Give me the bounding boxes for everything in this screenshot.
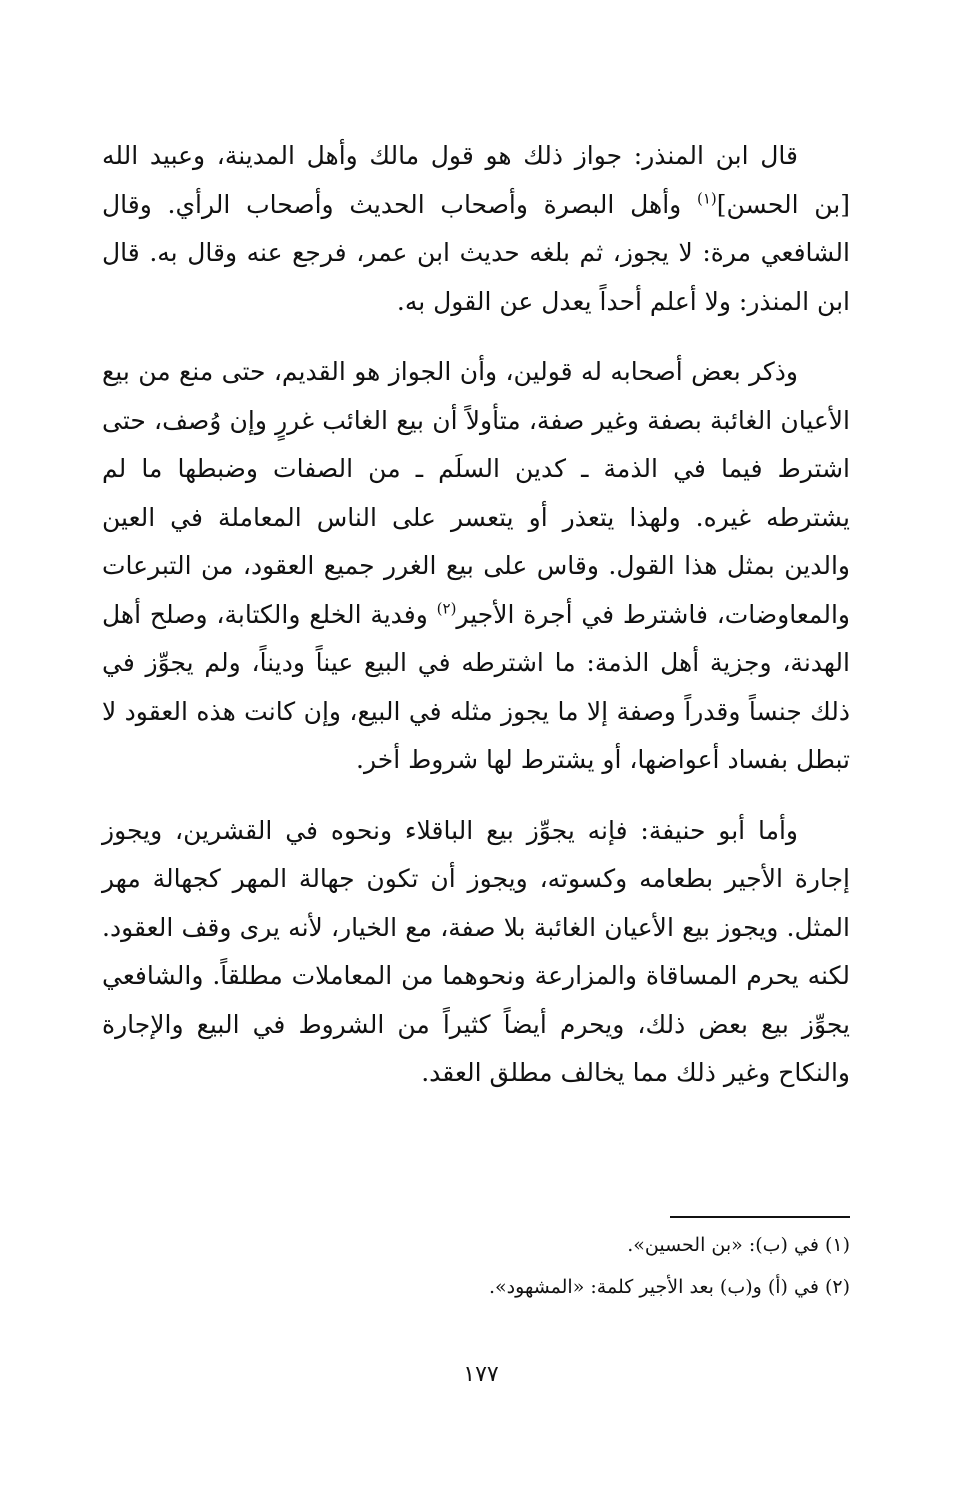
paragraph-1-text-a: قال ابن المنذر: جواز ذلك هو قول مالك وأهل المدينة، وعبيد الله [بن الحسن] bbox=[102, 141, 850, 219]
paragraph-3 bbox=[102, 807, 850, 1098]
footnote-divider bbox=[670, 1216, 850, 1218]
paragraph-2 bbox=[102, 348, 850, 785]
footnote-marker-1: (١) bbox=[696, 189, 717, 208]
paragraph-2-text-b: وفدية الخلع والكتابة، وصلح أهل الهدنة، وجزية أهل الذمة: ما اشترطه في البيع عيناً وديناً، ولم يجوِّز في ذلك جنساً وقدراً وصفة إلا ما يجوز مثله في البيع، وإن كانت هذه العقود لا تبطل بفساد أعواضها، أو يشترط لها شروط أخر. bbox=[102, 599, 850, 774]
footnote-1: (١) في (ب): «بن الحسين». bbox=[627, 1234, 850, 1256]
footnote-marker-2: (٢) bbox=[436, 599, 457, 618]
paragraph-1-text-b: وأهل البصرة وأصحاب الحديث وأصحاب الرأي. وقال الشافعي مرة: لا يجوز، ثم بلغه حديث ابن عمر، فرجع عنه وقال به. قال ابن المنذر: ولا أعلم أحداً يعدل عن القول به. bbox=[102, 189, 850, 316]
page-number: ١٧٧ bbox=[463, 1362, 499, 1387]
footnotes bbox=[102, 1232, 850, 1316]
paragraph-1 bbox=[102, 132, 850, 326]
footnote-2: (٢) في (أ) و(ب) بعد الأجير كلمة: «المشهود». bbox=[489, 1276, 850, 1298]
paragraph-3-text: وأما أبو حنيفة: فإنه يجوِّز بيع الباقلاء ونحوه في القشرين، ويجوز إجارة الأجير بطعامه وكسوته، ويجوز أن تكون جهالة المهر كجهالة مهر المثل. ويجوز بيع الأعيان الغائبة بلا صفة، مع الخيار، لأنه يرى وقف العقود. لكنه يحرم المساقاة والمزارعة ونحوهما من المعاملات مطلقاً. والشافعي يجوِّز بيع بعض ذلك، ويحرم أيضاً كثيراً من الشروط في البيع والإجارة والنكاح وغير ذلك مما يخالف مطلق العقد. bbox=[102, 815, 850, 1087]
main-text bbox=[102, 132, 850, 1098]
paragraph-2-text-a: وذكر بعض أصحابه له قولين، وأن الجواز هو القديم، حتى منع من بيع الأعيان الغائبة بصفة وغير صفة، متأولاً أن بيع الغائب غررٍ وإن وُصف، حتى اشترط فيما في الذمة ـ كدين السلَم ـ من الصفات وضبطها ما لم يشترطه غيره. ولهذا يتعذر أو يتعسر على الناس المعاملة في العين والدين بمثل هذا القول. وقاس على بيع الغرر جميع العقود، من التبرعات والمعاوضات، فاشترط في أجرة الأجير bbox=[102, 357, 850, 629]
